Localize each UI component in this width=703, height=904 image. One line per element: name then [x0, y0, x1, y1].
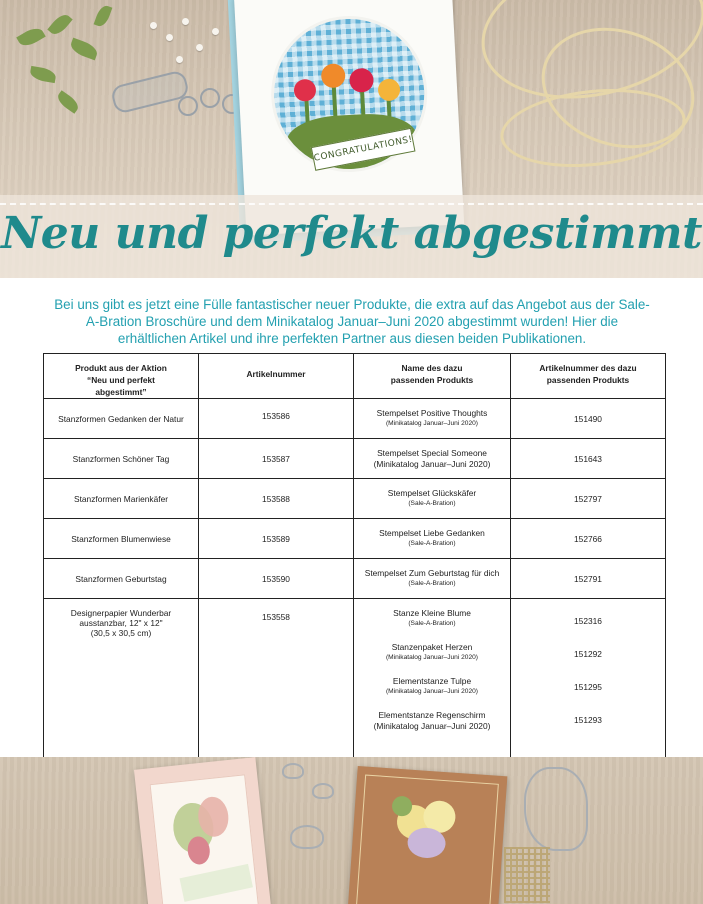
article-number-cell: 153588	[199, 479, 354, 519]
product-table	[43, 353, 666, 764]
leaf-decoration	[29, 66, 57, 83]
flower-decoration	[349, 68, 374, 93]
matching-product-cell: Stempelset Positive Thoughts (Minikatalog Januar–Juni 2020)	[354, 399, 511, 439]
matching-number-cell: 152797	[511, 479, 666, 519]
pearl-decoration	[150, 22, 157, 29]
leaf-decoration	[16, 24, 46, 49]
header-product: Produkt aus der Aktion “Neu und perfekt abgestimmt”	[44, 354, 199, 399]
table-row	[44, 559, 666, 599]
card-frame	[355, 775, 499, 904]
bottom-photo	[0, 757, 703, 904]
intro-text: Bei uns gibt es jetzt eine Fülle fantastischer neuer Produkte, die extra auf das Angebot aus der Sale-A-Bration Broschüre und dem Minikatalog Januar–Juni 2020 abgestimmt wurden! Hier die erhältlichen Artikel und ihre perfekten Partner aus diesen beiden Publikationen.	[54, 297, 650, 346]
pearl-decoration	[182, 18, 189, 25]
product-cell: Stanzformen Schöner Tag	[44, 439, 199, 479]
article-number-cell: 153587	[199, 439, 354, 479]
product-cell: Designerpapier Wunderbar ausstanzbar, 12" x 12" (30,5 x 30,5 cm)	[44, 599, 199, 764]
matching-item: Elementstanze Tulpe (Minikatalog Januar–Juni 2020)	[385, 676, 478, 695]
matching-number-cell: 151643	[511, 439, 666, 479]
header-article-number: Artikelnummer	[199, 354, 354, 399]
table-row	[44, 599, 666, 764]
table-row	[44, 519, 666, 559]
matching-product-cell: Stempelset Liebe Gedanken (Sale-A-Bration)	[354, 519, 511, 559]
matching-number-cell: 152791	[511, 559, 666, 599]
congratulations-banner: CONGRATULATIONS!	[311, 128, 416, 171]
table-row	[44, 439, 666, 479]
table-row	[44, 399, 666, 439]
header-matching-number: Artikelnummer des dazu passenden Produkts	[511, 354, 666, 399]
flower-decoration	[377, 78, 400, 101]
pearl-decoration	[176, 56, 183, 63]
matching-product-cell: Stempelset Zum Geburtstag für dich (Sale-A-Bration)	[354, 559, 511, 599]
sentiment-banner	[180, 864, 253, 902]
flower-decoration	[293, 79, 316, 102]
matching-item: Stanze Kleine Blume (Sale-A-Bration)	[393, 608, 471, 627]
table-row	[44, 479, 666, 519]
product-cell: Stanzformen Blumenwiese	[44, 519, 199, 559]
butterfly-die-icon	[312, 783, 334, 799]
leaf-decoration	[55, 90, 82, 114]
matching-product-cell: Stempelset Special Someone (Minikatalog Januar–Juni 2020)	[354, 439, 511, 479]
cake-die-outline	[524, 767, 588, 851]
leaf-decoration	[68, 38, 99, 61]
matching-item: Stanzenpaket Herzen (Minikatalog Januar–Juni 2020)	[385, 642, 478, 661]
product-cell: Stanzformen Marienkäfer	[44, 479, 199, 519]
kraft-card	[347, 766, 508, 904]
leaf-decoration	[94, 4, 113, 29]
pearl-decoration	[196, 44, 203, 51]
leaf-decoration	[47, 11, 72, 38]
product-cell: Stanzformen Geburtstag	[44, 559, 199, 599]
matching-number-cell: 151490	[511, 399, 666, 439]
hero-photo	[0, 0, 703, 278]
matching-product-cell	[354, 599, 511, 764]
article-number-cell: 153558	[199, 599, 354, 764]
article-number-cell: 153589	[199, 519, 354, 559]
article-number-cell: 153590	[199, 559, 354, 599]
pink-card	[134, 757, 272, 904]
die-cut-flower	[178, 96, 198, 116]
butterfly-die-icon	[290, 825, 324, 849]
matching-number-cell: 152316 151292 151295 151293	[511, 599, 666, 764]
article-number-cell: 153586	[199, 399, 354, 439]
pearl-decoration	[212, 28, 219, 35]
table-header-row	[44, 354, 666, 399]
matching-item: Elementstanze Regenschirm (Minikatalog Januar–Juni 2020)	[373, 710, 491, 731]
flower-decoration	[321, 63, 346, 88]
matching-number-cell: 152766	[511, 519, 666, 559]
grid-die	[504, 847, 550, 903]
header-matching-product: Name des dazu passenden Produkts	[354, 354, 511, 399]
matching-product-cell: Stempelset Glückskäfer (Sale-A-Bration)	[354, 479, 511, 519]
stitch-line	[0, 203, 703, 205]
product-cell: Stanzformen Gedanken der Natur	[44, 399, 199, 439]
pearl-decoration	[166, 34, 173, 41]
page-title: Neu und perfekt abgestimmt	[1, 208, 702, 259]
die-cut-flower	[200, 88, 220, 108]
butterfly-die-icon	[282, 763, 304, 779]
card-panel	[150, 774, 259, 904]
